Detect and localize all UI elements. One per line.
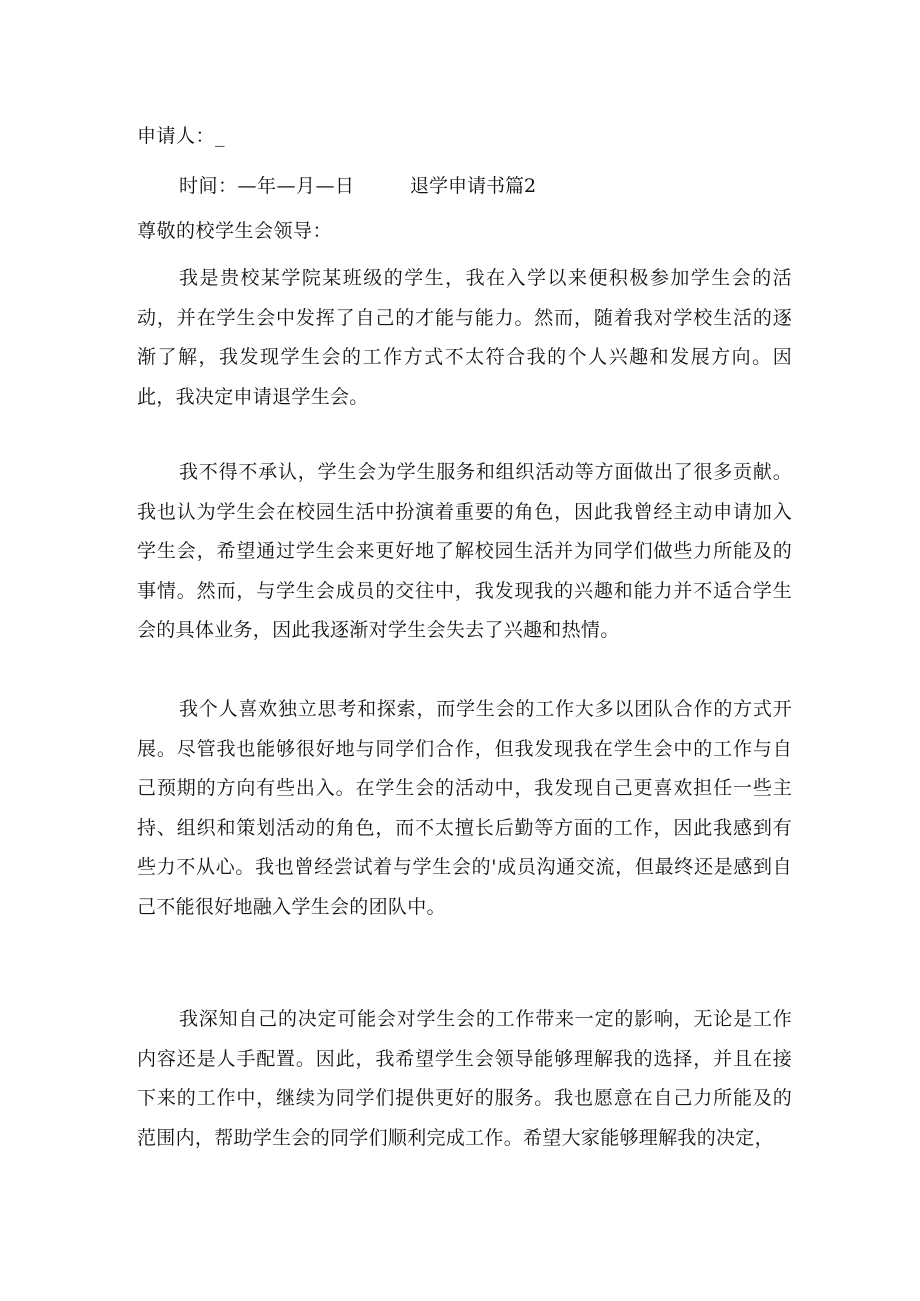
body-paragraph-1: 我是贵校某学院某班级的学生，我在入学以来便积极参加学生会的活动，并在学生会中发挥了自己的才能与能力。然而，随着我对学校生活的逐渐了解，我发现学生会的工作方式不太符合我的个人兴趣和发展方向。因此，我决定申请退学生会。: [137, 267, 792, 408]
time-line: 时间：—年—月—日: [179, 175, 355, 197]
applicant-line: 申请人：_: [137, 125, 226, 147]
section-title: 退学申请书篇2: [410, 175, 537, 197]
body-paragraph-3: 我个人喜欢独立思考和探索，而学生会的工作大多以团队合作的方式开展。尽管我也能够很好地与同学们合作，但我发现我在学生会中的工作与自己预期的方向有些出入。在学生会的活动中，我发现自己更喜欢担任一些主持、组织和策划活动的角色，而不太擅长后勤等方面的工作，因此我感到有些力不从心。我也曾经尝试着与学生会的'成员沟通交流，但最终还是感到自己不能很好地融入学生会的团队中。: [137, 698, 792, 918]
body-paragraph-4: 我深知自己的决定可能会对学生会的工作带来一定的影响，无论是工作内容还是人手配置。因此，我希望学生会领导能够理解我的选择，并且在接下来的工作中，继续为同学们提供更好的服务。我也愿意在自己力所能及的范围内，帮助学生会的同学们顺利完成工作。希望大家能够理解我的决定，: [137, 1008, 792, 1149]
body-paragraph-2: 我不得不承认，学生会为学生服务和组织活动等方面做出了很多贡献。我也认为学生会在校园生活中扮演着重要的角色，因此我曾经主动申请加入学生会，希望通过学生会来更好地了解校园生活并为同学们做些力所能及的事情。然而，与学生会成员的交往中，我发现我的兴趣和能力并不适合学生会的具体业务，因此我逐渐对学生会失去了兴趣和热情。: [137, 461, 792, 642]
salutation: 尊敬的校学生会领导：: [137, 220, 333, 242]
